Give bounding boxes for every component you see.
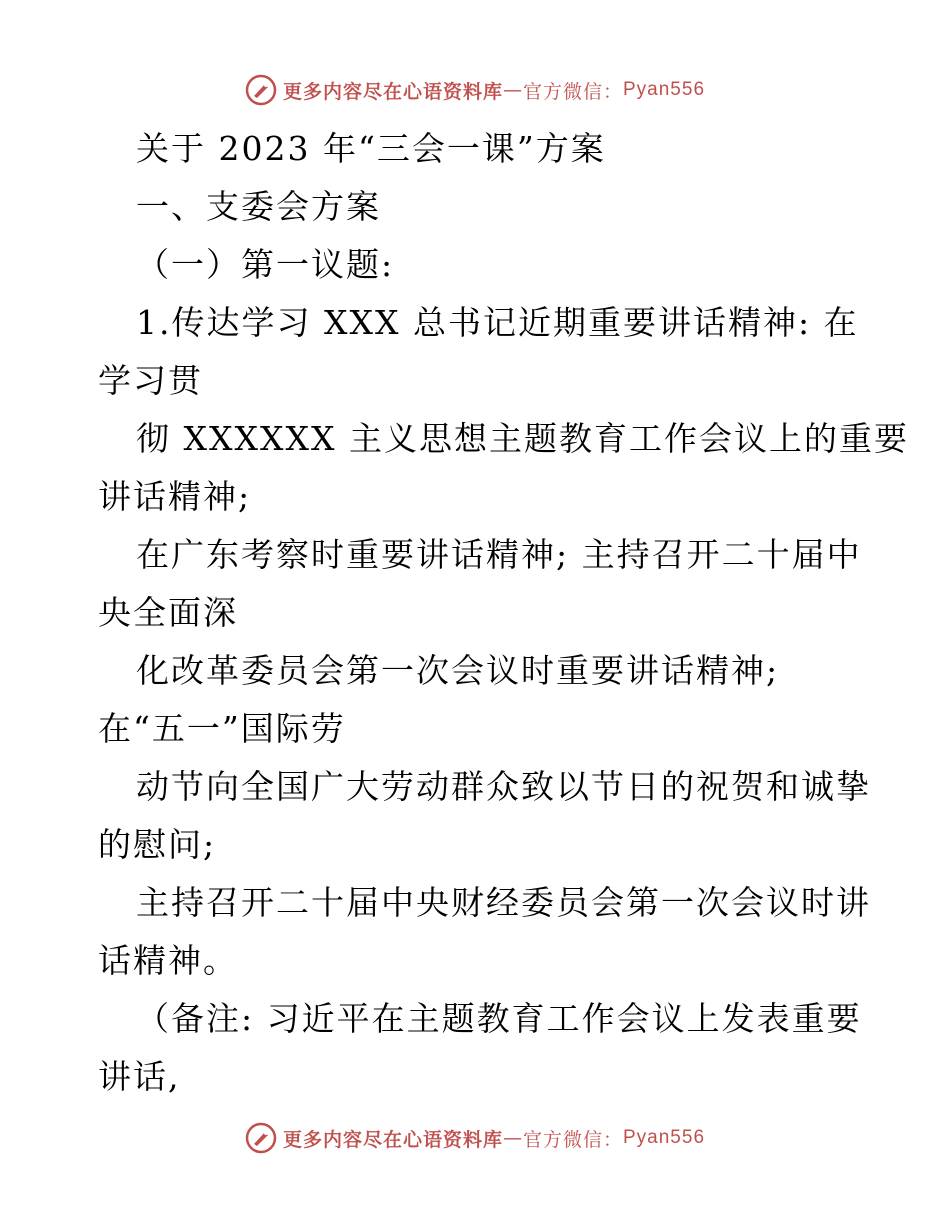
text-line: 主持召开二十届中央财经委员会第一次会议时讲 xyxy=(136,883,871,922)
text-line: 在广东考察时重要讲话精神; 主持召开二十届中 xyxy=(136,535,862,574)
banner-separator: — xyxy=(502,1127,523,1149)
text-line: 话精神。 xyxy=(98,941,238,980)
banner-wechat-handle: Pyan556 xyxy=(623,79,706,100)
text-line: 彻 XXXXXX 主义思想主题教育工作会议上的重要 xyxy=(136,419,909,458)
text-line: 化改革委员会第一次会议时重要讲话精神; xyxy=(136,651,780,690)
header-banner xyxy=(0,70,950,110)
text-line: （一）第一议题: xyxy=(136,245,395,284)
text-line: 动节向全国广大劳动群众致以节日的祝贺和诚挚 xyxy=(136,767,871,806)
banner-brand: 更多内容尽在心语资料库 xyxy=(282,1128,503,1151)
text-line: 讲话精神; xyxy=(98,477,252,516)
text-line: 在“五一”国际劳 xyxy=(98,709,346,748)
footer-banner xyxy=(0,1118,950,1158)
pen-nib-logo-icon xyxy=(245,74,277,106)
banner-wechat-handle: Pyan556 xyxy=(623,1127,706,1148)
banner-wechat-label: 官方微信： xyxy=(522,80,623,103)
text-line: 关于 2023 年“三会一课”方案 xyxy=(136,129,606,168)
text-line: 学习贯 xyxy=(98,361,203,400)
document-body xyxy=(98,120,909,1106)
text-line: 讲话, xyxy=(98,1057,181,1096)
text-line: 一、支委会方案 xyxy=(136,187,381,226)
banner-brand: 更多内容尽在心语资料库 xyxy=(282,80,503,103)
text-line: 的慰问; xyxy=(98,825,217,864)
text-line: 央全面深 xyxy=(98,593,238,632)
banner-wechat-label: 官方微信： xyxy=(522,1128,623,1151)
text-line: （备注: 习近平在主题教育工作会议上发表重要 xyxy=(136,999,862,1038)
pen-nib-logo-icon xyxy=(245,1122,277,1154)
banner-separator: — xyxy=(502,79,523,101)
text-line: 1.传达学习 XXX 总书记近期重要讲话精神: 在 xyxy=(136,303,859,342)
